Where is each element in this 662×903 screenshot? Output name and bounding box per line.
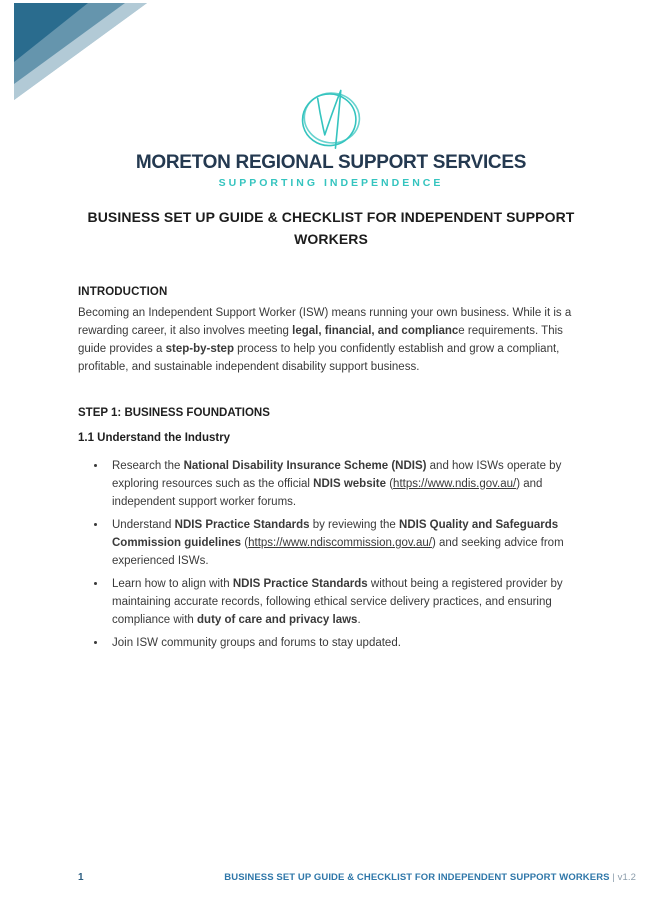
brand-tagline: SUPPORTING INDEPENDENCE [218, 177, 444, 189]
text-run: Research the [112, 459, 184, 472]
bullet-item [107, 516, 584, 570]
document-title: BUSINESS SET UP GUIDE & CHECKLIST FOR INDEPENDENT SUPPORT WORKERS [87, 209, 575, 248]
footer-title-text: BUSINESS SET UP GUIDE & CHECKLIST FOR INDEPENDENT SUPPORT WORKERS [224, 872, 613, 883]
hyperlink[interactable]: https://www.ndiscommission.gov.au/ [248, 536, 432, 549]
corner-triangles-decoration-icon [0, 0, 150, 100]
text-run: Join ISW community groups and forums to stay updated. [112, 636, 401, 649]
introduction-paragraph [78, 304, 584, 376]
bullet-item [107, 634, 584, 652]
footer-title [224, 872, 636, 883]
hyperlink[interactable]: https://www.ndis.gov.au/ [393, 477, 517, 490]
text-run: and how ISWs operate by exploring resources such as the official [112, 459, 562, 490]
bullet-item [107, 575, 584, 629]
text-run: . [357, 613, 361, 626]
bold-text: NDIS Practice Standards [174, 518, 310, 531]
bullet-item [107, 457, 584, 511]
bold-text: legal, financial, and complianc [292, 324, 459, 337]
subsection-heading-1-1: 1.1 Understand the Industry [78, 431, 231, 444]
text-run: ) and seeking advice from experienced ISWs. [112, 536, 564, 567]
text-run: process to help you confidently establish and grow a compliant, profitable, and sustainable independent disability support business. [78, 342, 560, 373]
section-heading-introduction: INTRODUCTION [78, 285, 168, 298]
section-heading-step1: STEP 1: BUSINESS FOUNDATIONS [78, 406, 270, 419]
page-footer [78, 872, 636, 883]
bold-text: NDIS website [313, 477, 387, 490]
bullet-list [78, 457, 584, 652]
bold-text: NDIS Quality and Safeguards Commission guidelines [112, 518, 559, 549]
text-run: ( [386, 477, 394, 490]
text-run: ) and independent support worker forums. [112, 477, 543, 508]
text-run: by reviewing the [309, 518, 400, 531]
text-run: Becoming an Independent Support Worker (ISW) means running your own business. While it is a rewarding career, it also involves meeting [78, 306, 572, 337]
text-run: ( [241, 536, 249, 549]
page-number: 1 [78, 872, 84, 883]
footer-version: | v1.2 [612, 872, 636, 883]
circle-monogram-logo-icon [279, 86, 383, 150]
document-body [78, 286, 584, 652]
bold-text: duty of care and privacy laws [197, 613, 358, 626]
bold-text: NDIS Practice Standards [232, 577, 368, 590]
text-run: Understand [112, 518, 175, 531]
bold-text: National Disability Insurance Scheme (NDIS) [183, 459, 427, 472]
text-run: Learn how to align with [112, 577, 233, 590]
brand-name: MORETON REGIONAL SUPPORT SERVICES [135, 152, 527, 173]
bold-text: step-by-step [165, 342, 234, 355]
text-run: e requirements. This guide provides a [78, 324, 563, 355]
text-run: without being a registered provider by maintaining accurate records, following ethical service delivery practices, and ensuring compliance with [112, 577, 563, 626]
